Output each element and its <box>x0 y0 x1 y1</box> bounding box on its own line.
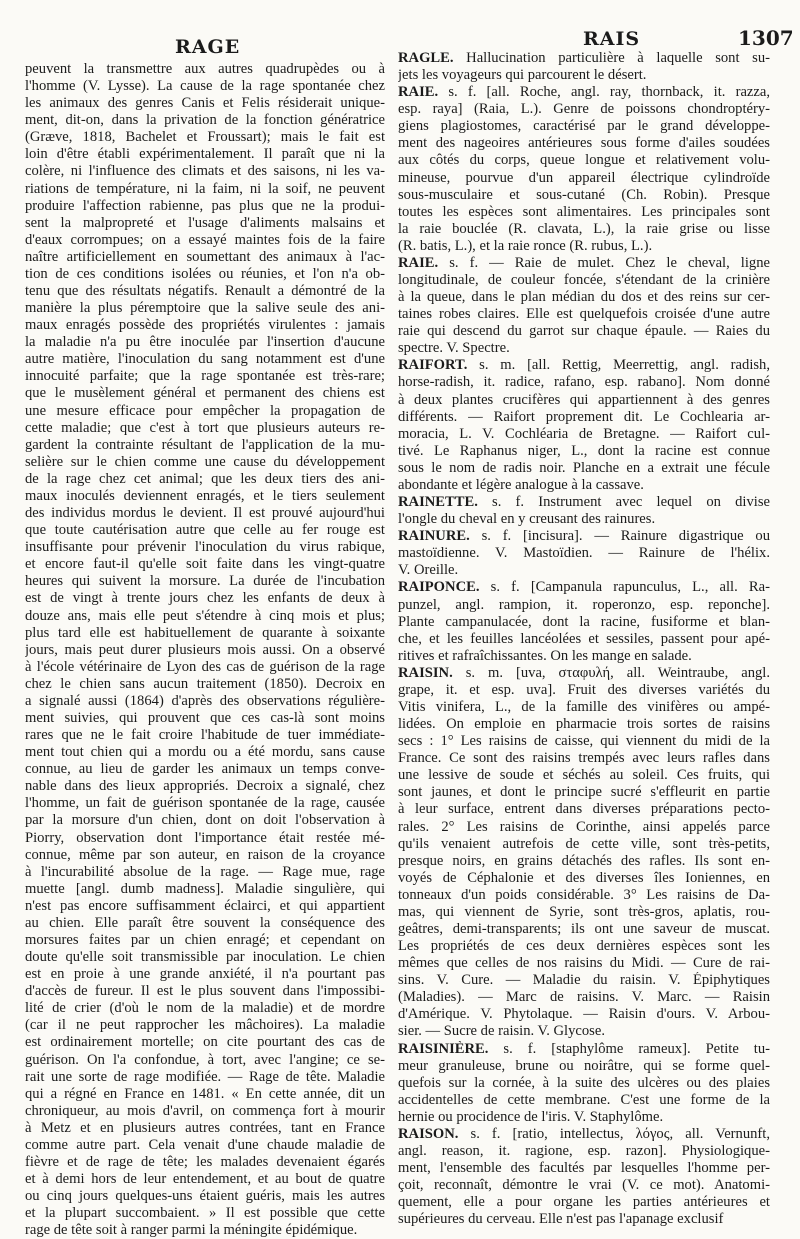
left-running-title: RAGE <box>175 36 241 58</box>
text-line: hernie ou procidence de l'iris. V. Staphylôme. <box>398 1108 664 1125</box>
text-line: une mesure efficace pour empêcher la propagation de <box>25 402 385 419</box>
text-line: peuvent la transmettre aux autres quadrupèdes ou à <box>25 61 385 77</box>
text-line: doute qu'elle soit transmissible par inoculation. Le chien <box>25 949 385 966</box>
text-line: fièvre et de rage de tête; les malades devenaient égarés <box>25 1154 385 1170</box>
text-line: sous le nom de radis noir. Planche en a extrait une fécule <box>398 459 770 476</box>
text-line: douze ans, mais elle peut s'étendre à cinq mois et plus; <box>25 607 385 624</box>
text-line: RAISON. s. f. [ratio, intellectus, λόγος, all. Vernunft, <box>398 1125 770 1142</box>
text-line: rares que ne le fait croire l'habitude de tuer immédiate- <box>25 727 385 744</box>
text-line: ment, dit-on, dans la privation de la fonction génératrice <box>25 112 385 129</box>
headword: RAISON. <box>398 1125 459 1142</box>
text-line: tenu que des résultats négatifs. Renault a démontré de la <box>25 283 385 300</box>
text-line: (R. batis, L.), et la raie ronce (R. rubus, L.). <box>398 237 653 254</box>
text-line: ment, l'ensemble des facultés par lesquelles l'homme per- <box>398 1160 770 1177</box>
text-line: la maladie n'a pu être inoculée par l'insertion d'aucune <box>25 334 385 351</box>
text-line: ment des nageoires antérieures sous forme d'ailes soudées <box>398 135 770 152</box>
text-line: (car il ne peut rapprocher les mâchoires). La maladie <box>25 1017 385 1034</box>
text-line: et la plupart succombaient. » Il est possible que cette <box>25 1205 385 1222</box>
text-line: RAGLE. Hallucination particulière à laquelle sont su- <box>398 50 770 66</box>
headword: RAISIN. <box>398 664 453 681</box>
text-line: maux inoculés deviennent enragés, et le tiers seulement <box>25 487 385 504</box>
text-line: a signalé aussi (1864) d'après des observations régulière- <box>25 692 385 709</box>
text-line: riations de température, ni la faim, ni la soif, ne peuvent <box>25 180 385 197</box>
text-line: manière la plus péremptoire que la salive seule des ani- <box>25 300 385 317</box>
text-line: jours, mais peut durer plusieurs mois aussi. On a observé <box>25 641 385 658</box>
text-line: morsures faites par un chien enragé; et cependant on <box>25 931 385 948</box>
text-line: chroniqueur, au mois d'avril, on commença fort à mourir <box>25 1102 385 1119</box>
right-running-title: RAIS <box>583 28 641 50</box>
text-line: çoit, reconnaît, démontre le vrai (V. ce mot). Anatomi- <box>398 1177 770 1194</box>
text-line: esp. raya] (Raia, L.). Genre de poissons chondroptéry- <box>398 101 770 118</box>
text-line: la raie bouclée (R. clavata, L.), la raie grise ou lisse <box>398 220 770 237</box>
text-line: accidentelles de cette membrane. C'est une forme de la <box>398 1091 770 1108</box>
text-line: à Metz et en plusieurs autres contrées, tant en France <box>25 1119 385 1136</box>
headword: RAIE. <box>398 254 439 271</box>
text-line: guérison. On l'a confondue, à tort, avec l'angine; ce se- <box>25 1051 385 1068</box>
text-line: à leur surface, entrent dans diverses préparations pecto- <box>398 801 770 818</box>
text-line: nable dans des lieux appropriés. Decroix a signalé, chez <box>25 778 385 795</box>
text-line: tonneaux d'un poids considérable. 3° Les raisins de Da- <box>398 886 770 903</box>
text-line: connue, au lieu de garder les animaux un temps conve- <box>25 761 385 778</box>
text-line: selière sur le chien comme une cause du développement <box>25 453 385 470</box>
text-line: RAIPONCE. s. f. [Campanula rapunculus, L., all. Ra- <box>398 579 770 596</box>
text-line: toutes les espèces sont alimentaires. Les principales sont <box>398 203 770 220</box>
text-line: RAINETTE. s. f. Instrument avec lequel on divise <box>398 494 770 511</box>
text-line: maux enragés possède des propriétés virulentes : jamais <box>25 317 385 334</box>
text-line: mineuse, pourvue d'un appareil électrique cylindroïde <box>398 169 770 186</box>
headword: RAIPONCE. <box>398 579 480 596</box>
text-line: RAISINIÈRE. s. f. [staphylôme rameux]. Petite tu- <box>398 1040 770 1057</box>
text-line: à la queue, dans le plan médian du dos et des reins sur cer- <box>398 289 770 306</box>
text-line: heures qui suivent la morsure. La durée de l'incubation <box>25 573 385 590</box>
text-line: est de vingt à trente jours chez les enfants de deux à <box>25 590 385 607</box>
text-line: que le musèlement général et permanent des chiens est <box>25 385 385 402</box>
headword: RAIE. <box>398 84 439 101</box>
text-line: RAIFORT. s. m. [all. Rettig, Meerrettig, angl. radish, <box>398 357 770 374</box>
text-line: de la rage chez cet animal; que les deux tiers des ani- <box>25 470 385 487</box>
text-line: d'Amérique. V. Phytolaque. — Raisin d'ours. V. Arbou- <box>398 1006 770 1023</box>
text-line: Vitis vinifera, L., de la famille des vinifères ou ampé- <box>398 698 770 715</box>
text-line: à l'école vétérinaire de Lyon des cas de guérison de la rage <box>25 658 385 675</box>
text-line: mêmes que celles de nos raisins du Midi. — Cure de rai- <box>398 955 770 972</box>
text-line: lité de crier (d'où le nom de la maladie) et de mordre <box>25 1000 385 1017</box>
text-line: rage de tête soit à ranger parmi la méningite épidémique. <box>25 1222 358 1239</box>
text-line: mas, qui viennent de Syrie, sont très-gros, aplatis, rou- <box>398 903 770 920</box>
text-line: à l'incurabilité absolue de la rage. — Rage mue, rage <box>25 863 385 880</box>
text-line: est en proie à une grande anxiété, il n'a pourtant pas <box>25 966 385 983</box>
text-line: des individus mordus le devient. Il est prouvé aujourd'hui <box>25 505 385 522</box>
text-line: n'est pas encore suffisamment éclairci, et qui appartient <box>25 897 385 914</box>
text-line: jets les voyageurs qui parcourent le désert. <box>398 67 647 84</box>
text-line: d'accès de fureur. Il est le plus souvent dans l'impossibi- <box>25 983 385 1000</box>
text-line: d'eaux corrompues; on a essayé maintes fois de la faire <box>25 231 385 248</box>
text-line: ment suivies, qui prouvent que ces cas-là sont moins <box>25 709 385 726</box>
text-line: spectre. V. Spectre. <box>398 340 510 357</box>
text-line: giens plagiostomes, caractérisé par le grand développe- <box>398 118 770 135</box>
text-line: grape, it. et esp. uva]. Fruit des diverses variétés du <box>398 681 770 698</box>
text-line: produire l'affection rabienne, pas plus que ne la produi- <box>25 197 385 214</box>
text-line: secs : 1° Les raisins de caisse, qui viennent du midi de la <box>398 733 770 750</box>
text-line: sent la malpropreté et l'usage d'aliments malsains et <box>25 214 385 231</box>
text-line: et à demi hors de leur entendement, et au bout de quatre <box>25 1171 385 1188</box>
text-line: l'homme, un fait de guérison spontanée de la rage, causée <box>25 795 385 812</box>
text-line: moracia, L. V. Cochléaria de Bretagne. — Raifort cul- <box>398 425 770 442</box>
text-line: ou cinq jours quelques-uns étaient guéris, mais les autres <box>25 1188 385 1205</box>
text-line: mastoïdienne. V. Mastoïdien. — Rainure de l'hélix. <box>398 545 770 562</box>
text-line: qu'ils venaient autrefois de cette ville, sont très-petits, <box>398 835 770 852</box>
text-line: longitudinale, de couleur foncée, s'étendant de la crinière <box>398 272 770 289</box>
text-line: supérieures du cerveau. Elle n'est pas l'apanage exclusif <box>398 1211 724 1228</box>
headword: RAINURE. <box>398 528 470 545</box>
text-line: voyés de Céphalonie et des diverses îles Ioniennes, en <box>398 869 770 886</box>
text-line: au chien. Elle paraît être souvent la conséquence des <box>25 914 385 931</box>
text-line: l'ongle du cheval en y creusant des rainures. <box>398 511 656 528</box>
text-line: à deux plantes crucifères qui appartiennent à des genres <box>398 391 770 408</box>
text-line: tivé. Le Raphanus niger, L., dont la racine est connue <box>398 442 770 459</box>
text-line: sier. — Sucre de raisin. V. Glycose. <box>398 1023 605 1040</box>
right-column <box>398 50 770 1228</box>
text-line: naître artificiellement en soumettant des animaux à l'ac- <box>25 248 385 265</box>
text-line: (Græve, 1818, Bachelet et Froussart); mais le fait est <box>25 129 385 146</box>
text-line: quefois sur la cornée, à la suite des ulcères ou des plaies <box>398 1074 770 1091</box>
text-line: sins. V. Cure. — Maladie du raisin. V. Épiphytiques <box>398 972 770 989</box>
text-line: quement, elle a pour organe les parties antérieures et <box>398 1194 770 1211</box>
text-line: muette [angl. dumb madness]. Maladie singulière, qui <box>25 880 385 897</box>
text-line: l'homme (V. Lysse). La cause de la rage spontanée chez <box>25 78 385 95</box>
text-line: presque noirs, en grains détachés des rafles. Ils sont en- <box>398 852 770 869</box>
text-line: abondante et légère analogue à la cassave. <box>398 476 644 493</box>
text-line: colère, ni l'influence des climats et des saisons, ni les va- <box>25 163 385 180</box>
headword: RAINETTE. <box>398 494 478 511</box>
headword: RAIFORT. <box>398 357 468 374</box>
text-line: une lessive de soude et séchés au soleil. Ces fruits, qui <box>398 767 770 784</box>
text-line: rait une sorte de rage modifiée. — Rage de tête. Maladie <box>25 1068 385 1085</box>
text-line: connue, même par son auteur, en raison de la croyance <box>25 846 385 863</box>
text-line: comme autre part. Cela venait d'une chaude maladie de <box>25 1136 385 1153</box>
text-line: geâtres, demi-transparents; ils ont une saveur de muscat. <box>398 920 770 937</box>
text-line: che, et les feuilles lancéolées et sessiles, passent pour apé- <box>398 630 770 647</box>
text-line: Les propriétés de ces deux dernières espèces sont les <box>398 938 770 955</box>
text-line: meur granuleuse, brune ou noirâtre, qui se forme quel- <box>398 1057 770 1074</box>
text-line: raie qui descend du garrot sur chaque épaule. — Raies du <box>398 323 770 340</box>
headword: RAGLE. <box>398 50 454 66</box>
text-line: V. Oreille. <box>398 562 459 579</box>
text-line: que toute cautérisation autre que celle au fer rouge est <box>25 522 385 539</box>
text-line: autre matière, l'inoculation du sang notamment est d'une <box>25 351 385 368</box>
text-line: Plante campanulacée, dont la racine, fusiforme et blan- <box>398 613 770 630</box>
text-line: loin d'être établi expérimentalement. Il paraît que ni la <box>25 146 385 163</box>
text-line: qui a régné en France en 1481. « En cette année, dit un <box>25 1085 385 1102</box>
text-line: différents. — Raifort proprement dit. Le Cochlearia ar- <box>398 408 770 425</box>
text-line: punzel, angl. rampion, it. roperonzo, esp. reponche]. <box>398 596 770 613</box>
text-line: aux côtés du corps, queue longue et relativement volu- <box>398 152 770 169</box>
text-line: sous-musculaire et sous-cutané (Ch. Robin). Presque <box>398 186 770 203</box>
text-line: et encore faut-il qu'elle soit faite dans les vingt-quatre <box>25 556 385 573</box>
left-column <box>25 61 385 1239</box>
text-line: (Maladies). — Marc de raisins. V. Marc. — Raisin <box>398 989 770 1006</box>
text-line: Piorry, observation dont l'importance était restée mé- <box>25 829 385 846</box>
text-line: RAIE. s. f. — Raie de mulet. Chez le cheval, ligne <box>398 254 770 271</box>
text-line: chez le chien sans aucun traitement (1850). Decroix en <box>25 675 385 692</box>
text-line: gardent la contrainte résultant de l'application de la mu- <box>25 436 385 453</box>
text-line: taines robes claires. Elle est quelquefois croisée d'une autre <box>398 306 770 323</box>
text-line: RAIE. s. f. [all. Roche, angl. ray, thornback, it. razza, <box>398 84 770 101</box>
text-line: angl. reason, it. ragione, esp. razon]. Physiologique- <box>398 1143 770 1159</box>
page-number: 1307 <box>738 26 794 50</box>
text-line: insuffisante pour prévenir l'inoculation du virus rabique, <box>25 539 385 556</box>
text-line: innocuité parfaite; que la rage spontanée est très-rare; <box>25 368 385 385</box>
text-line: France. Ce sont des raisins trempés avec leurs rafles dans <box>398 750 770 767</box>
text-line: RAISIN. s. m. [uva, σταφυλή, all. Weintraube, angl. <box>398 664 770 681</box>
text-line: tion de ces conditions isolées ou réunies, et l'on n'a ob- <box>25 265 385 282</box>
text-line: par la morsure d'un chien, dont on doit l'observation à <box>25 812 385 829</box>
text-line: est ordinairement mortelle; on cite pourtant des cas de <box>25 1034 385 1051</box>
text-line: cette maladie; que c'est à tort que plusieurs auteurs re- <box>25 419 385 436</box>
headword: RAISINIÈRE. <box>398 1040 489 1057</box>
text-line: ritives et rafraîchissantes. On les mange en salade. <box>398 647 692 664</box>
text-line: les animaux des genres Canis et Felis résiderait unique- <box>25 95 385 112</box>
text-line: plus tard elle est habituellement de quarante à soixante <box>25 624 385 641</box>
text-line: ment tout chien qui a mordu ou a été mordu, sans cause <box>25 744 385 761</box>
text-line: lidées. On emploie en pharmacie trois sortes de raisins <box>398 716 770 733</box>
text-line: rales. 2° Les raisins de Corinthe, ainsi appelés parce <box>398 818 770 835</box>
text-line: horse-radish, it. radice, rafano, esp. rabano]. Nom donné <box>398 374 770 391</box>
text-line: RAINURE. s. f. [incisura]. — Rainure digastrique ou <box>398 528 770 545</box>
text-line: sont jaunes, et dont le principe sucré s'effleurit en partie <box>398 784 770 801</box>
